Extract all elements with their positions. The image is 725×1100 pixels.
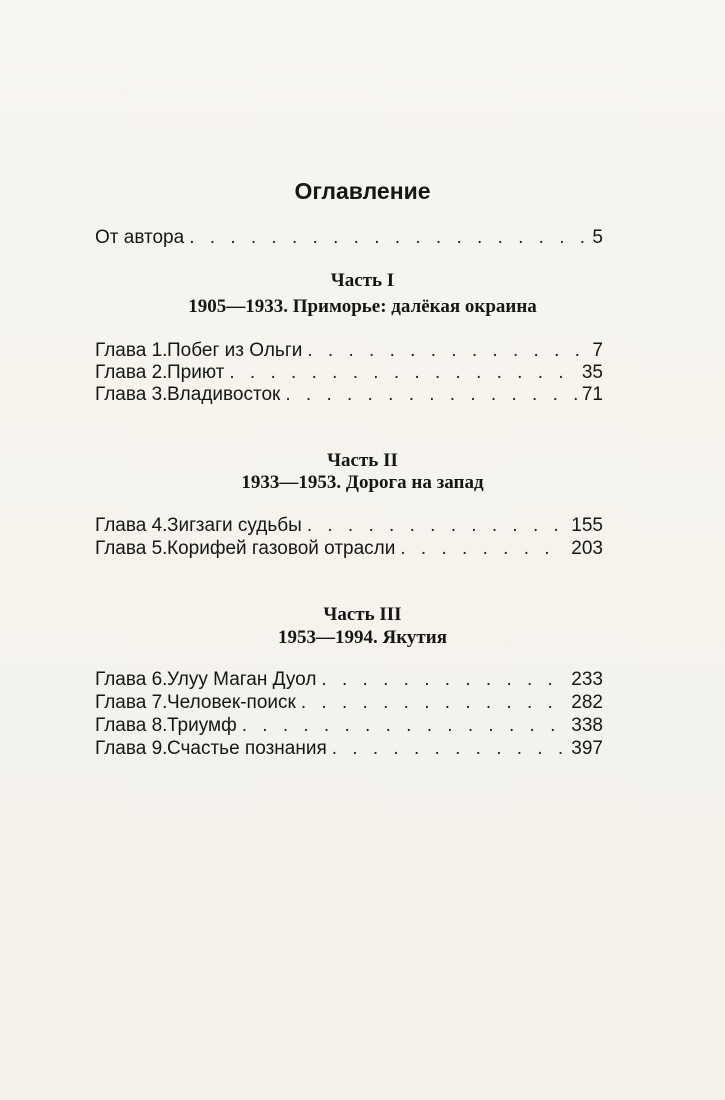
dot-leader [301, 692, 566, 714]
part-3-heading: Часть III [323, 604, 402, 625]
dot-leader [307, 515, 566, 537]
part-2-subtitle: 1933—1953. Дорога на запад [241, 472, 484, 493]
chapter-number: Глава 6. [95, 669, 168, 690]
chapter-number: Глава 3. [95, 384, 168, 405]
chapter-page-number: 282 [571, 692, 603, 713]
dot-leader [242, 715, 567, 737]
chapter-page-number: 35 [581, 362, 603, 383]
dot-leader [285, 384, 577, 406]
chapter-page-number: 203 [571, 538, 603, 559]
chapter-number: Глава 7. [95, 692, 168, 713]
dot-leader [189, 227, 587, 249]
toc-entry-chapter-3 [95, 384, 603, 410]
part-1-subtitle: 1905—1933. Приморье: далёкая окраина [188, 296, 537, 317]
dot-leader [321, 669, 566, 691]
chapter-title: Человек-поиск [167, 692, 296, 713]
chapter-title: Улуу Маган Дуол [167, 669, 317, 690]
chapter-page-number: 397 [571, 738, 603, 759]
chapter-number: Глава 5. [95, 538, 168, 559]
toc-title: Оглавление [294, 178, 431, 204]
part-3-subtitle: 1953—1994. Якутия [278, 627, 447, 648]
chapter-number: Глава 1. [95, 340, 168, 361]
chapter-number: Глава 2. [95, 362, 168, 383]
chapter-page-number: 233 [571, 669, 603, 690]
chapter-number: Глава 4. [95, 515, 168, 536]
chapter-page-number: 338 [571, 715, 603, 736]
chapter-number: Глава 8. [95, 715, 168, 736]
dot-leader [229, 362, 576, 384]
chapter-page-number: 71 [581, 384, 603, 405]
chapter-number: Глава 9. [95, 738, 168, 759]
dot-leader [400, 538, 566, 560]
chapter-title: Корифей газовой отрасли [167, 538, 396, 559]
dot-leader [307, 340, 587, 362]
chapter-title: Зигзаги судьбы [167, 515, 302, 536]
chapter-page-number: 7 [592, 340, 603, 361]
toc-entry-chapter-9 [95, 738, 603, 764]
intro-page-number: 5 [592, 227, 603, 248]
part-2-heading: Часть II [327, 450, 398, 471]
chapter-title: Приют [167, 362, 225, 383]
chapter-title: Счастье познания [167, 738, 327, 759]
dot-leader [332, 738, 567, 760]
toc-entry-intro [95, 227, 603, 253]
chapter-title: Триумф [167, 715, 237, 736]
chapter-page-number: 155 [571, 515, 603, 536]
chapter-title: Побег из Ольги [167, 340, 303, 361]
part-1-heading: Часть I [330, 270, 395, 291]
chapter-title: Владивосток [167, 384, 281, 405]
toc-entry-chapter-5 [95, 538, 603, 564]
intro-label: От автора [95, 227, 185, 248]
